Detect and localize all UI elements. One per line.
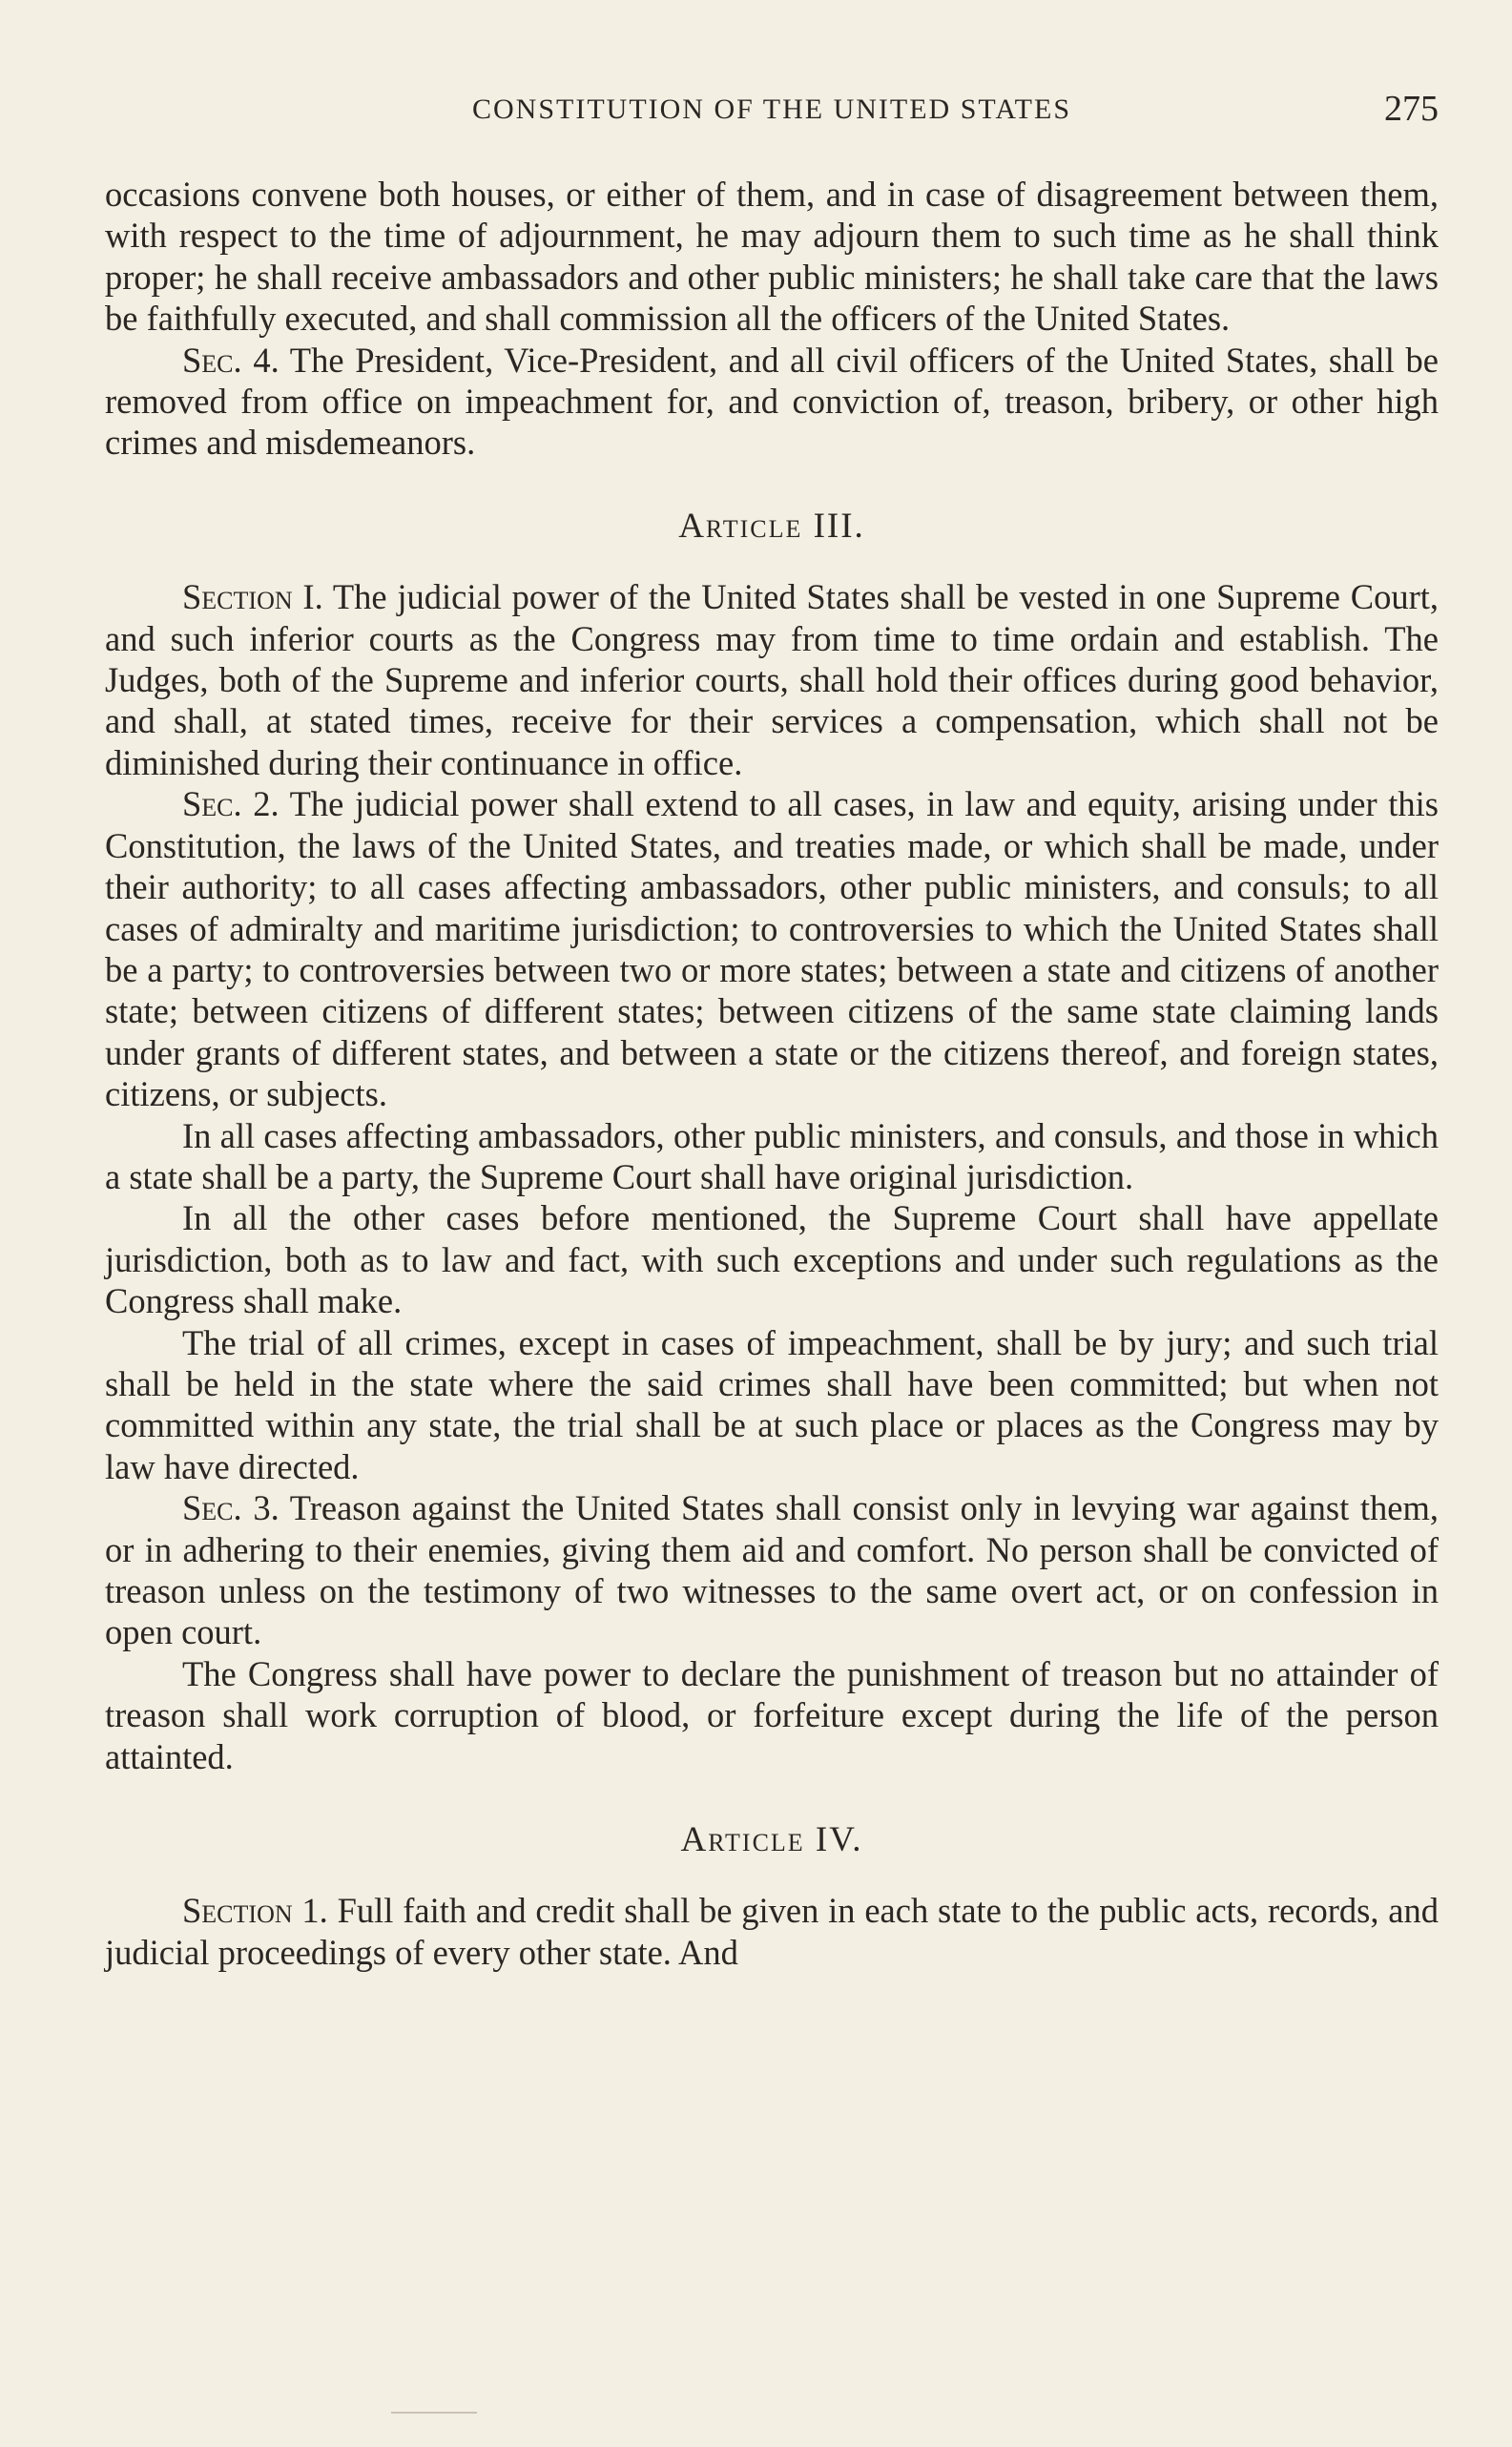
page-header bbox=[105, 88, 1439, 134]
paragraph bbox=[105, 1115, 1439, 1198]
paragraph-text: Full faith and credit shall be given in each state to the public acts, records, and judicial proceedings of every other state. And bbox=[105, 1891, 1439, 1972]
paragraph-text: The judicial power of the United States shall be vested in one Supreme Court, and such inferior courts as the Congress may from time to time ordain and establish. The Judges, both of the Supreme and inferior courts, shall hold their offices during good behavior, and shall, at stated times, receive for their services a compensation, which shall not be diminished during their continuance in office. bbox=[105, 577, 1439, 782]
section-label: Sec. 2. bbox=[182, 784, 280, 824]
article-heading: Article IV. bbox=[680, 1820, 863, 1860]
paragraph-text: The Congress shall have power to declare the punishment of treason but no attainder of treason shall work corruption of blood, or forfeiture except during the life of the person attainted. bbox=[105, 1653, 1439, 1776]
paragraph-text: Treason against the United States shall consist only in levying war against them, or in adhering to their enemies, giving them aid and comfort. No person shall be convicted of treason unless on the testimony of two witnesses to the same overt act, or on confession in open court. bbox=[105, 1488, 1440, 1652]
ink-smudge bbox=[391, 2412, 477, 2414]
paragraph bbox=[105, 1197, 1439, 1321]
section-label: Section 1. bbox=[182, 1891, 328, 1931]
running-head: CONSTITUTION OF THE UNITED STATES bbox=[471, 93, 1072, 125]
paragraph-text: The President, Vice-President, and all civil officers of the United States, shall be removed from office on impeachment for, and conviction of, treason, bribery, or other high crimes and misdemeanors. bbox=[105, 340, 1439, 463]
section-label: Sec. 3. bbox=[182, 1488, 280, 1528]
paragraph bbox=[105, 783, 1439, 1114]
paragraph bbox=[105, 1487, 1439, 1653]
paragraph bbox=[105, 1322, 1439, 1488]
paragraph bbox=[105, 340, 1439, 464]
paragraph bbox=[105, 1653, 1439, 1777]
article-heading: Article III. bbox=[678, 506, 865, 546]
paragraph-text: occasions convene both houses, or either of them, and in case of disagreement between them, with respect to the time of adjournment, he may adjourn them to such time as he shall think proper; he shall receive ambassadors and other public ministers; he shall take care that the laws be faithfully executed, and shall commission all the officers of the United States. bbox=[105, 175, 1439, 339]
paragraph-text: The judicial power shall extend to all cases, in law and equity, arising under this Constitution, the laws of the United States, and treaties made, or which shall be made, under their authority; to all cases affecting ambassadors, other public ministers, and consuls; to all cases of admiralty and maritime jurisdiction; to controversies to which the United States shall be a party; to controversies between two or more states; between a state and citizens of another state; between citizens of different states; between citizens of the same state claiming lands under grants of different states, and between a state or the citizens thereof, and foreign states, citizens, or subjects. bbox=[105, 784, 1439, 1114]
paragraph bbox=[105, 174, 1439, 340]
paragraph bbox=[105, 1890, 1439, 1973]
section-label: Sec. 4. bbox=[182, 340, 280, 380]
page-number: 275 bbox=[1384, 89, 1439, 129]
paragraph bbox=[105, 576, 1439, 783]
paragraph-text: In all the other cases before mentioned, the Supreme Court shall have appellate jurisdiction, both as to law and fact, with such exceptions and under such regulations as the Congress shall make. bbox=[105, 1198, 1439, 1321]
paragraph-text: The trial of all crimes, except in cases of impeachment, shall be by jury; and such trial shall be held in the state where the said crimes shall have been committed; but when not committed within any state, the trial shall be at such place or places as the Congress may by law have directed. bbox=[105, 1322, 1439, 1486]
paragraph-text: In all cases affecting ambassadors, other public ministers, and consuls, and those in which a state shall be a party, the Supreme Court shall have original jurisdiction. bbox=[105, 1115, 1439, 1196]
body-text bbox=[105, 174, 1439, 1973]
section-label: Section I. bbox=[182, 577, 323, 617]
